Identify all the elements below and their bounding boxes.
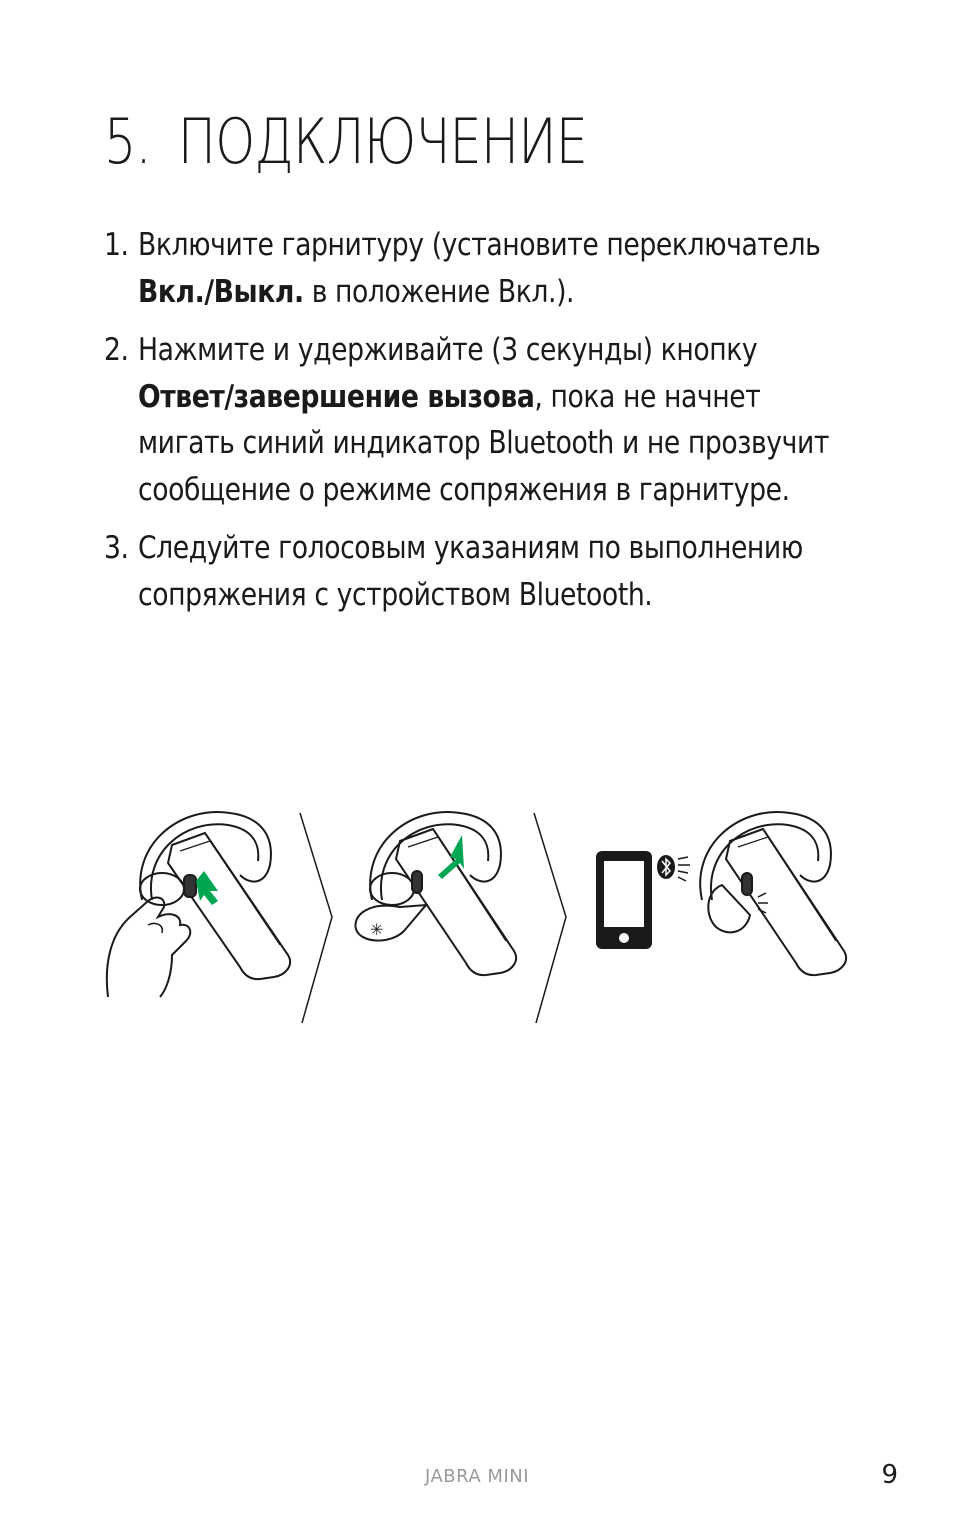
step-text-part: , пока не начнет мигать синий индикатор Bluetooth и не прозвучит сообщение о режиме сопряжения в гарнитуре.: [138, 378, 829, 508]
step-text-bold: Вкл./Выкл.: [138, 273, 304, 310]
step-number: 1.: [104, 227, 129, 263]
section-title: ПОДКЛЮЧЕНИЕ: [177, 105, 588, 178]
step-number: 2.: [104, 332, 129, 368]
step-item: [104, 327, 904, 513]
step-text: Следуйте голосовым указаниям по выполнению сопряжения с устройством Bluetooth.: [138, 530, 803, 613]
step-item: [104, 525, 904, 618]
page-title: [104, 104, 587, 180]
headset-power-on-image: [107, 812, 290, 997]
step-divider-icon: [534, 813, 566, 1023]
section-number: 5.: [104, 105, 151, 178]
svg-text:✳: ✳: [370, 920, 384, 939]
step-divider-icon: [300, 813, 332, 1023]
page-number: 9: [881, 1460, 898, 1490]
bluetooth-icon: [657, 855, 690, 881]
up-arrow-icon: [196, 871, 218, 905]
phone-icon: [596, 851, 652, 949]
step-text-part: Включите гарнитуру (установите переключатель: [138, 227, 821, 263]
footer-product: JABRA MINI: [424, 1466, 530, 1487]
pairing-illustration: [100, 805, 860, 1030]
step-number: 3.: [104, 530, 129, 566]
steps-list: [104, 222, 904, 618]
step-text: [138, 222, 835, 315]
headset-press-button-image: [355, 812, 516, 975]
headset-paired-image: [700, 812, 846, 975]
step-text-bold: Ответ/завершение вызова: [138, 378, 535, 415]
step-text: [138, 327, 835, 513]
step-text-part: в положение Вкл.).: [303, 273, 575, 310]
step-item: [104, 222, 904, 315]
step-text-part: Нажмите и удерживайте (3 секунды) кнопку: [138, 332, 758, 368]
